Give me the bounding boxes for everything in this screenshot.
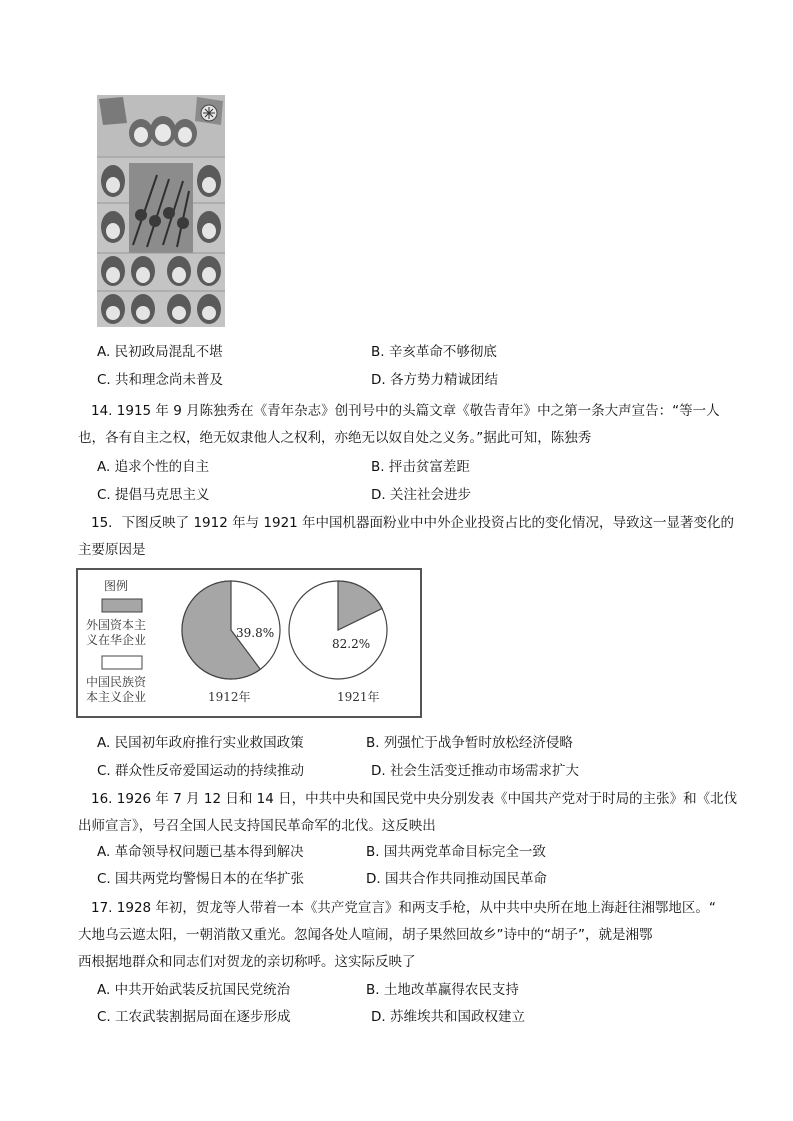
pie-1912-label: 39.8%: [236, 626, 275, 640]
q14-stem-line1: 14. 1915 年 9 月陈独秀在《青年杂志》创刊号中的头篇文章《敬告青年》中之第一条大声宣告：“等一人: [91, 403, 720, 419]
q15-option-b: B. 列强忙于战争暂时放松经济侵略: [366, 735, 573, 751]
q15-option-d: D. 社会生活变迁推动市场需求扩大: [371, 763, 579, 779]
pie-1921: [289, 581, 387, 679]
q14-option-b: B. 抨击贫富差距: [371, 459, 470, 475]
q17-option-d: D. 苏维埃共和国政权建立: [371, 1009, 525, 1025]
q13-option-b: B. 辛亥革命不够彻底: [371, 344, 497, 360]
pie-chart-figure: [76, 568, 422, 718]
q15-stem-line1: 15．下图反映了 1912 年与 1921 年中国机器面粉业中中外企业投资占比的变化情况，导致这一显著变化的: [91, 515, 735, 531]
q16-stem-line2: 出师宣言》，号召全国人民支持国民革命军的北伐。这反映出: [78, 818, 436, 834]
legend-label-foreign-line1: 外国资本主: [86, 618, 147, 632]
q17-stem-line1: 17. 1928 年初，贺龙等人带着一本《共产党宣言》和两支手枪，从中共中央所在地上海赶往湘鄂地区。“: [91, 900, 716, 916]
q16-option-c: C. 国共两党均警惕日本的在华扩张: [97, 871, 305, 887]
q14-option-d: D. 关注社会进步: [371, 487, 471, 503]
legend-title: 图例: [104, 579, 129, 593]
q16-option-a: A. 革命领导权问题已基本得到解决: [97, 844, 304, 860]
q15-stem-line2: 主要原因是: [78, 542, 146, 558]
pie-1921-label: 82.2%: [332, 637, 371, 651]
legend-label-foreign-line2: 义在华企业: [86, 633, 147, 647]
pie-1912-year: 1912年: [208, 690, 251, 704]
pie-chart-svg: [78, 570, 420, 716]
legend-swatch-foreign: [102, 599, 142, 612]
historical-portrait-illustration: [97, 95, 225, 327]
q14-stem-line2: 也，各有自主之权，绝无奴隶他人之权利，亦绝无以奴自处之义务。”据此可知，陈独秀: [78, 430, 592, 446]
q16-option-b: B. 国共两党革命目标完全一致: [366, 844, 546, 860]
portrait-grid-graphic: [97, 95, 225, 327]
pie-1921-year: 1921年: [337, 690, 380, 704]
q17-stem-line2: 大地乌云遮太阳，一朝消散又重光。忽闻各处人喧闹，胡子果然回故乡”诗中的“胡子”，就是湘鄂: [78, 927, 653, 943]
legend-label-national-line1: 中国民族资: [86, 675, 147, 689]
q15-option-c: C. 群众性反帝爱国运动的持续推动: [97, 763, 305, 779]
q17-option-a: A. 中共开始武装反抗国民党统治: [97, 982, 291, 998]
q13-option-d: D. 各方势力精诚团结: [371, 372, 498, 388]
q17-stem-line3: 西根据地群众和同志们对贺龙的亲切称呼。这实际反映了: [78, 954, 416, 970]
q14-option-a: A. 追求个性的自主: [97, 459, 210, 475]
legend-label-national-line2: 本主义企业: [86, 690, 147, 704]
q17-option-b: B. 土地改革赢得农民支持: [366, 982, 519, 998]
q14-option-c: C. 提倡马克思主义: [97, 487, 210, 503]
q13-option-a: A. 民初政局混乱不堪: [97, 344, 223, 360]
q13-option-c: C. 共和理念尚未普及: [97, 372, 224, 388]
q16-option-d: D. 国共合作共同推动国民革命: [366, 871, 547, 887]
legend-swatch-national: [102, 656, 142, 669]
q17-option-c: C. 工农武装割据局面在逐步形成: [97, 1009, 291, 1025]
q16-stem-line1: 16. 1926 年 7 月 12 日和 14 日，中共中央和国民党中央分别发表《中国共产党对于时局的主张》和《北伐: [91, 791, 738, 807]
q15-option-a: A. 民国初年政府推行实业救国政策: [97, 735, 304, 751]
